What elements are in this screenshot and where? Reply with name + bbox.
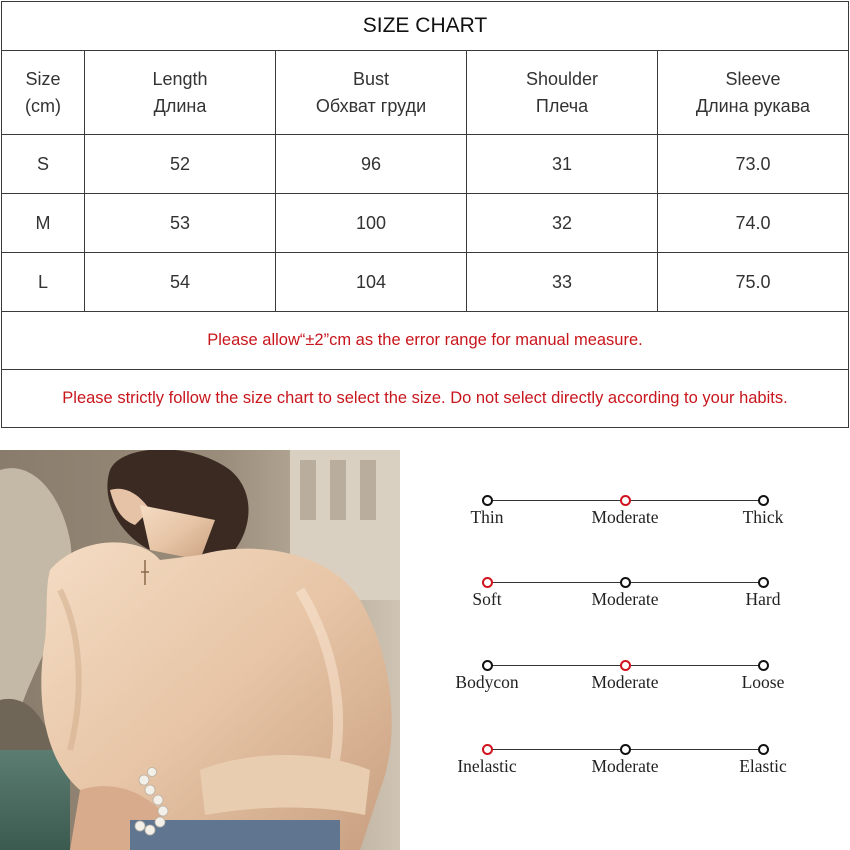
scale-label-thick: Thick (742, 507, 784, 527)
table-row (2, 194, 849, 253)
size-chart-table (1, 1, 849, 428)
bust-cell: 100 (276, 194, 467, 253)
scale-dot-moderate (620, 577, 631, 588)
size-cell: L (2, 253, 85, 312)
size-chart-title: SIZE CHART (2, 2, 849, 51)
table-row (2, 135, 849, 194)
scale-label-thin: Thin (470, 507, 504, 527)
length-cell: 52 (85, 135, 276, 194)
scale-label-inelastic: Inelastic (457, 756, 517, 776)
scale-dot-moderate-selected (620, 495, 631, 506)
shoulder-cell: 33 (467, 253, 658, 312)
elasticity-scale (440, 743, 810, 793)
header-row (2, 51, 849, 135)
scale-dot-inelastic-selected (482, 744, 493, 755)
scale-dot-bodycon (482, 660, 493, 671)
column-header-bust: Bust Обхват груди (276, 51, 467, 135)
column-header-size: Size (cm) (2, 51, 85, 135)
scale-label-bodycon: Bodycon (455, 672, 519, 692)
scale-dot-moderate (620, 744, 631, 755)
size-cell: M (2, 194, 85, 253)
scale-label-soft: Soft (472, 589, 502, 609)
sleeve-cell: 75.0 (658, 253, 849, 312)
size-cell: S (2, 135, 85, 194)
bust-cell: 96 (276, 135, 467, 194)
thickness-scale (440, 494, 810, 544)
bust-cell: 104 (276, 253, 467, 312)
scale-dot-soft-selected (482, 577, 493, 588)
scale-label-moderate: Moderate (591, 507, 659, 527)
fit-scale (440, 659, 810, 709)
column-header-length: Length Длина (85, 51, 276, 135)
product-photo-illustration (0, 450, 400, 850)
scale-dot-hard (758, 577, 769, 588)
scale-label-moderate: Moderate (591, 589, 659, 609)
scale-label-elastic: Elastic (739, 756, 787, 776)
sleeve-cell: 74.0 (658, 194, 849, 253)
shoulder-cell: 31 (467, 135, 658, 194)
scale-dot-loose (758, 660, 769, 671)
column-header-sleeve: Sleeve Длина рукава (658, 51, 849, 135)
length-cell: 54 (85, 253, 276, 312)
product-photo (0, 450, 400, 850)
scale-label-loose: Loose (741, 672, 785, 692)
scale-label-moderate: Moderate (591, 756, 659, 776)
scale-dot-thin (482, 495, 493, 506)
length-cell: 53 (85, 194, 276, 253)
size-selection-note: Please strictly follow the size chart to select the size. Do not select directly according to your habits. (2, 370, 849, 428)
scale-dot-thick (758, 495, 769, 506)
sleeve-cell: 73.0 (658, 135, 849, 194)
scale-label-hard: Hard (745, 589, 781, 609)
measurement-error-note: Please allow“±2”cm as the error range for manual measure. (2, 312, 849, 370)
scale-dot-moderate-selected (620, 660, 631, 671)
scale-label-moderate: Moderate (591, 672, 659, 692)
table-row (2, 253, 849, 312)
shoulder-cell: 32 (467, 194, 658, 253)
column-header-shoulder: Shoulder Плеча (467, 51, 658, 135)
softness-scale (440, 576, 810, 626)
scale-dot-elastic (758, 744, 769, 755)
